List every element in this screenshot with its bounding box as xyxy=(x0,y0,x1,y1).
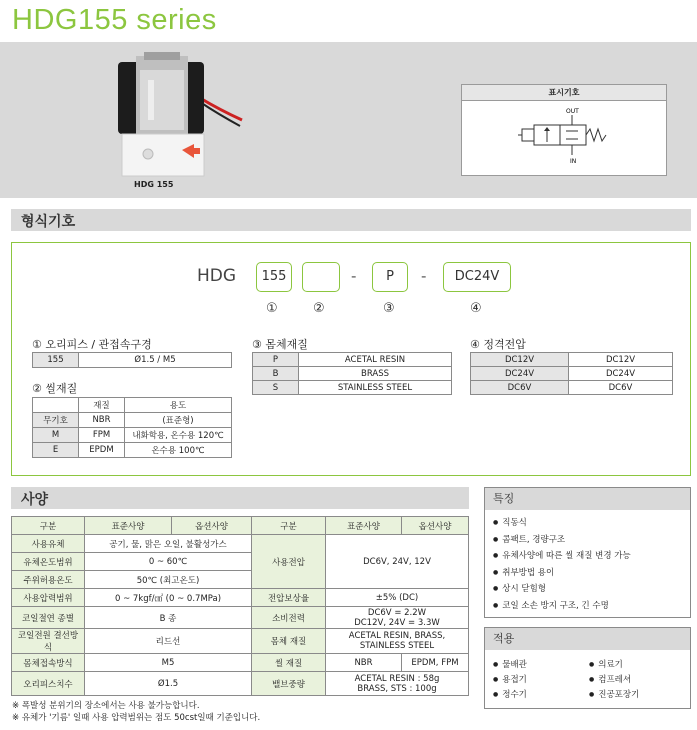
table-cell: ACETAL RESIN xyxy=(299,353,452,367)
list-item: ● 정수기 xyxy=(493,688,589,700)
seal-title: ② 씰재질 xyxy=(32,382,78,395)
table-header: 옵션사양 xyxy=(402,517,469,535)
table-cell: 전압보상율 xyxy=(252,589,326,607)
table-header: 구분 xyxy=(12,517,85,535)
product-caption: HDG 155 xyxy=(134,180,174,189)
table-cell: S xyxy=(253,381,299,395)
table-cell: 씰 재질 xyxy=(252,654,326,672)
table-cell: NBR xyxy=(79,413,125,428)
weight-line-2: BRASS, STS : 100g xyxy=(357,683,437,694)
list-item: ● 콤팩트, 경량구조 xyxy=(493,533,690,550)
power-line-2: DC12V, 24V = 3.3W xyxy=(354,617,440,628)
symbol-title: 표시기호 xyxy=(462,85,666,101)
table-cell: NBR xyxy=(326,654,402,672)
table-cell: 온수용 100℃ xyxy=(125,443,232,458)
table-cell: 0 ~ 60℃ xyxy=(85,553,252,571)
table-cell: 오리피스치수 xyxy=(12,672,85,696)
table-cell: M xyxy=(33,428,79,443)
model-prefix: HDG xyxy=(197,266,237,286)
table-cell: 몸체접속방식 xyxy=(12,654,85,672)
list-item: ● 코일 소손 방지 구조, 긴 수명 xyxy=(493,599,690,616)
note-2: ※ 유체가 '기름' 일때 사용 압력범위는 점도 50cst일때 기준입니다. xyxy=(12,713,261,723)
table-cell: 0 ~ 7kgf/㎠ (0 ~ 0.7MPa) xyxy=(85,589,252,607)
table-cell: DC12V xyxy=(569,353,673,367)
table-header: 용도 xyxy=(125,398,232,413)
section-model xyxy=(11,209,691,231)
table-cell: 내화학용, 온수용 120℃ xyxy=(125,428,232,443)
table-cell: 사용유체 xyxy=(12,535,85,553)
table-cell: 몸체 재질 xyxy=(252,629,326,654)
table-cell: Ø1.5 / M5 xyxy=(79,353,232,368)
body-material-table xyxy=(252,352,452,395)
section-spec-title: 사양 xyxy=(21,492,49,508)
list-item: ● 상시 닫힘형 xyxy=(493,582,690,599)
body-material-title: ③ 몸체재질 xyxy=(252,338,308,351)
table-cell: DC12V xyxy=(471,353,569,367)
list-item: ● 진공포장기 xyxy=(589,688,685,700)
table-cell: DC24V xyxy=(569,367,673,381)
table-cell: 밸브중량 xyxy=(252,672,326,696)
table-cell: 코일전원 결선방식 xyxy=(12,629,85,654)
table-cell: DC6V xyxy=(471,381,569,395)
symbol-in-label: IN xyxy=(570,158,577,165)
body-line-2: STAINLESS STEEL xyxy=(359,641,435,651)
table-header: 구분 xyxy=(252,517,326,535)
voltage-title: ④ 정격전압 xyxy=(470,338,526,351)
section-model-title: 형식기호 xyxy=(21,214,76,230)
weight-line-1: ACETAL RESIN : 58g xyxy=(354,673,440,684)
table-cell: (표준형) xyxy=(125,413,232,428)
table-cell: 50℃ (최고온도) xyxy=(85,571,252,589)
model-box-orifice: 155 xyxy=(256,262,292,292)
model-box-seal xyxy=(302,262,340,292)
orifice-title: ① 오리피스 / 관접속구경 xyxy=(32,338,152,351)
table-cell: 주위허용온도 xyxy=(12,571,85,589)
table-cell: BRASS xyxy=(299,367,452,381)
table-cell: B 종 xyxy=(85,607,252,629)
list-item: ● 의료기 xyxy=(589,658,685,670)
voltage-table xyxy=(470,352,673,395)
table-cell xyxy=(326,607,469,629)
applications-panel xyxy=(484,627,691,709)
seal-table xyxy=(32,397,232,458)
valve-product-image xyxy=(100,50,250,180)
list-item: ● 컴프레셔 xyxy=(589,673,685,685)
list-item: ● 유체사양에 따른 씰 재질 변경 가능 xyxy=(493,549,690,566)
number-2: ② xyxy=(313,301,325,316)
table-cell: DC6V xyxy=(569,381,673,395)
table-cell: 공기, 물, 맑은 오일, 불활성가스 xyxy=(85,535,252,553)
body-line-1: ACETAL RESIN, BRASS, xyxy=(348,631,446,641)
table-cell: STAINLESS STEEL xyxy=(299,381,452,395)
applications-list xyxy=(485,650,690,700)
table-cell: 유체온도범위 xyxy=(12,553,85,571)
table-cell xyxy=(326,629,469,654)
table-cell: DC24V xyxy=(471,367,569,381)
number-1: ① xyxy=(266,301,278,316)
table-cell: 소비전력 xyxy=(252,607,326,629)
features-list xyxy=(485,510,690,615)
features-title: 특징 xyxy=(485,488,690,510)
list-item: ● 용접기 xyxy=(493,673,589,685)
features-panel xyxy=(484,487,691,618)
table-cell: ±5% (DC) xyxy=(326,589,469,607)
table-header: 표준사양 xyxy=(326,517,402,535)
section-spec xyxy=(11,487,469,509)
valve-symbol-diagram xyxy=(462,101,668,175)
list-item: ● 물배관 xyxy=(493,658,589,670)
table-header: 표준사양 xyxy=(85,517,172,535)
applications-title: 적용 xyxy=(485,628,690,650)
table-cell: EPDM xyxy=(79,443,125,458)
table-cell: M5 xyxy=(85,654,252,672)
table-cell xyxy=(326,672,469,696)
number-3: ③ xyxy=(383,301,395,316)
table-cell: EPDM, FPM xyxy=(402,654,469,672)
table-cell: FPM xyxy=(79,428,125,443)
table-cell: 리드선 xyxy=(85,629,252,654)
list-item: ● 직동식 xyxy=(493,516,690,533)
table-cell: 사용전압 xyxy=(252,535,326,589)
table-header: 재질 xyxy=(79,398,125,413)
page-title: HDG155 series xyxy=(12,4,217,36)
table-cell: 사용압력범위 xyxy=(12,589,85,607)
table-cell: 무기호 xyxy=(33,413,79,428)
table-cell: 코일절연 종별 xyxy=(12,607,85,629)
table-cell: Ø1.5 xyxy=(85,672,252,696)
table-cell: P xyxy=(253,353,299,367)
table-cell: E xyxy=(33,443,79,458)
table-header: 옵션사양 xyxy=(172,517,252,535)
dash: - xyxy=(421,267,427,285)
list-item: ● 취부방법 용이 xyxy=(493,566,690,583)
table-cell: B xyxy=(253,367,299,381)
table-cell: 155 xyxy=(33,353,79,368)
orifice-table xyxy=(32,352,232,368)
number-4: ④ xyxy=(470,301,482,316)
dash: - xyxy=(351,267,357,285)
table-cell: DC6V, 24V, 12V xyxy=(326,535,469,589)
power-line-1: DC6V = 2.2W xyxy=(367,607,427,618)
model-box-voltage: DC24V xyxy=(443,262,511,292)
symbol-box xyxy=(461,84,667,176)
spec-table xyxy=(11,516,469,696)
model-box-body: P xyxy=(372,262,408,292)
symbol-out-label: OUT xyxy=(566,108,579,115)
note-1: ※ 폭발성 분위기의 장소에서는 사용 불가능합니다. xyxy=(12,701,200,711)
